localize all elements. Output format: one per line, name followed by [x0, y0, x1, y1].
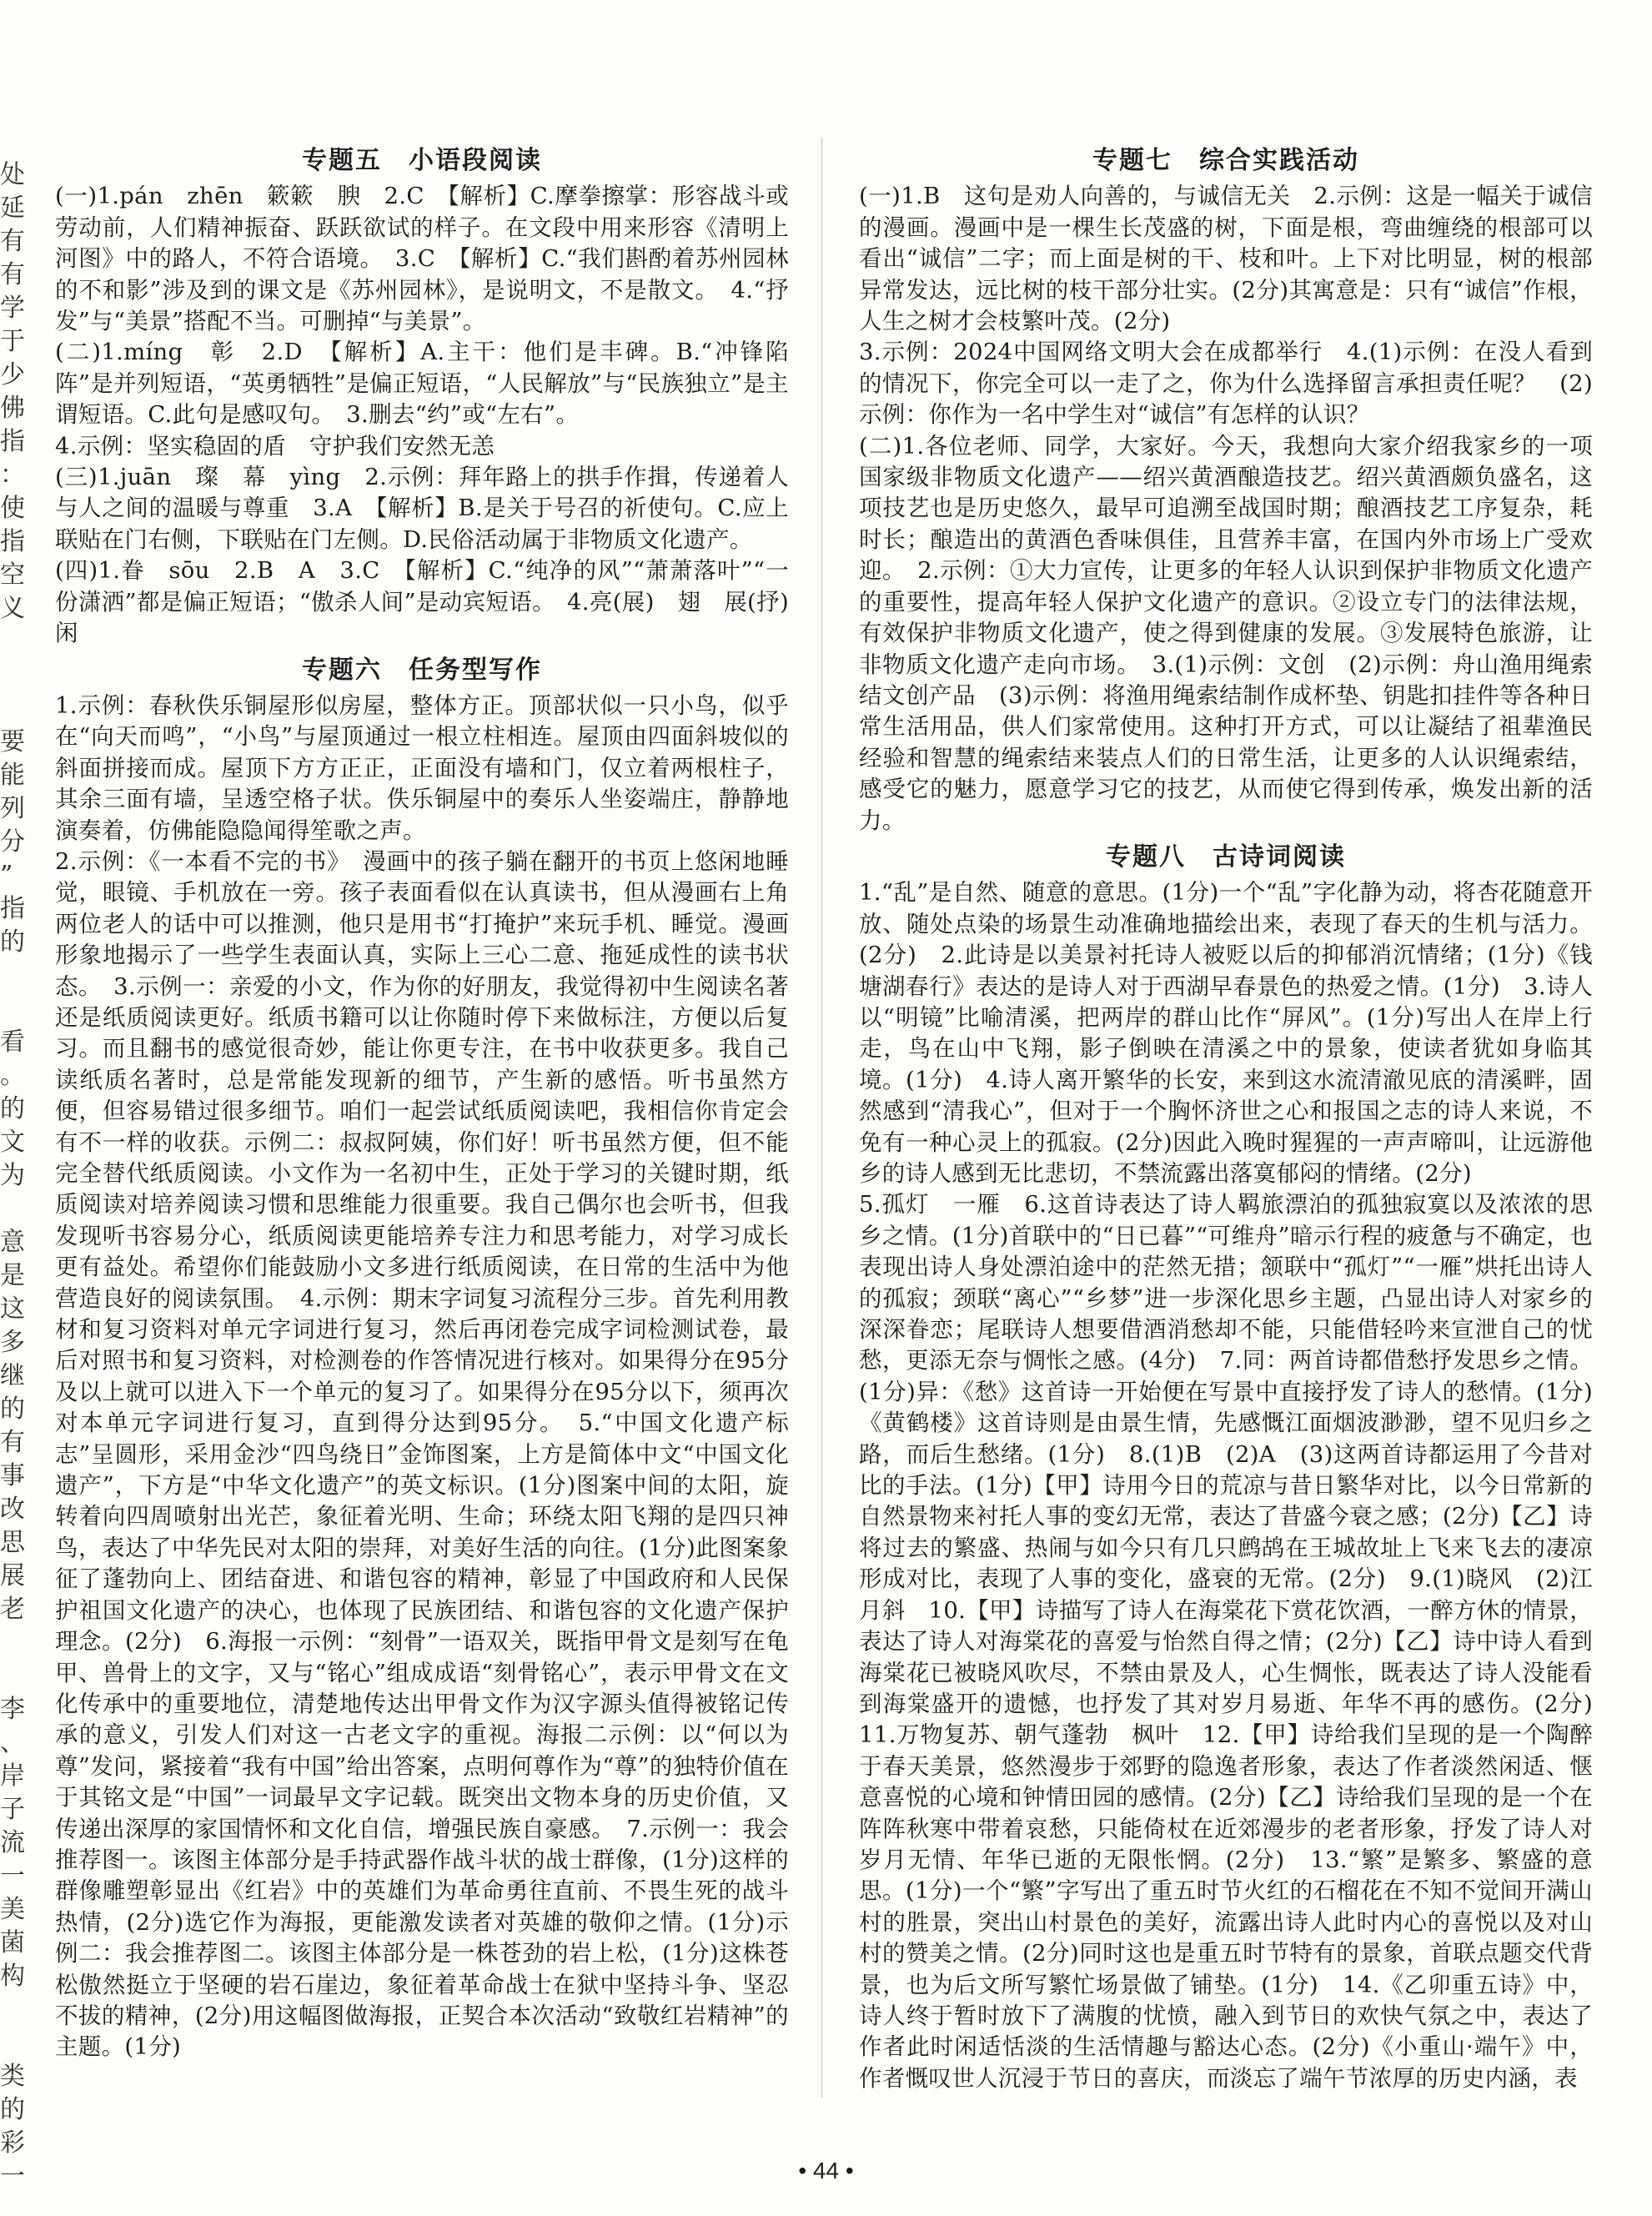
edge-fragment: 一	[0, 2162, 25, 2191]
s5-part-4: (四)1.眷 sōu 2.B A 3.C 【解析】C.“纯净的风”“萧萧落叶”“一份潇洒”都是偏正短语；“傲杀人间”是动宾短语。 4.亮(展) 翅 展(抒)闲	[55, 557, 789, 647]
edge-fragment: 看	[0, 1028, 25, 1057]
edge-fragment: 流	[0, 1828, 25, 1857]
edge-fragment: 有	[0, 227, 25, 256]
s6-items-2-7: 2.示例：《一本看不完的书》 漫画中的孩子躺在翻开的书页上悠闲地睡觉，眼镜、手机放在一旁。孩子表面看似在认真读书，但从漫画右上角两位老人的话中可以推测，他只是用书“打掩护”来玩手机、睡觉。漫画形象地揭示了一些学生表面认真，实际上三心二意、拖延成性的读书状态。 3.示例一：亲爱的小文，作为你的好朋友，我觉得初中生阅读名著还是纸质阅读更好。纸质书籍可以让你随时停下来做标注，方便以后复习。而且翻书的感觉很奇妙，能让你更专注，在书中收获更多。我自己读纸质名著时，总是常能发现新的细节，产生新的感悟。听书虽然方便，但容易错过很多细节。咱们一起尝试纸质阅读吧，我相信你肯定会有不一样的收获。示例二：叔叔阿姨，你们好！听书虽然方便，但不能完全替代纸质阅读。小文作为一名初中生，正处于学习的关键时期，纸质阅读对培养阅读习惯和思维能力很重要。我自己偶尔也会听书，但我发现听书容易分心，纸质阅读更能培养专注力和思考能力，对学习成长更有益处。希望你们能鼓励小文多进行纸质阅读，在日常的生活中为他营造良好的阅读氛围。 4.示例：期末字词复习流程分三步。首先利用教材和复习资料对单元字词进行复习，然后再闭卷完成字词检测试卷，最后对照书和复习资料，对检测卷的作答情况进行核对。如果得分在95分及以上就可以进入下一个单元的复习了。如果得分在95分以下，须再次对本单元字词进行复习，直到得分达到95分。 5.“中国文化遗产标志”呈圆形，采用金沙“四鸟绕日”金饰图案，上方是简体中文“中国文化遗产”，下方是“中华文化遗产”的英文标识。(1分)图案中间的太阳，旋转着向四周喷射出光芒，象征着光明、生命；环绕太阳飞翔的是四只神鸟，表达了中华先民对太阳的崇拜，对美好生活的向往。(1分)此图案象征了蓬勃向上、团结奋进、和谐包容的精神，彰显了中国政府和人民保护祖国文化遗产的决心，也体现了民族团结、和谐包容的文化遗产保护理念。(2分) 6.海报一示例：“刻骨”一语双关，既指甲骨文是刻写在龟甲、兽骨上的文字，又与“铭心”组成成语“刻骨铭心”，表示甲骨文在文化传承中的重要地位，清楚地传达出甲骨文作为汉字源头值得被铭记传承的意义，引发人们对这一古老文字的重视。海报二示例：以“何以为尊”发问，紧接着“我有中国”给出答案，点明何尊作为“尊”的独特价值在于其铭文是“中国”一词最早文字记载。既突出文物本身的历史价值，又传递出深厚的家国情怀和文化自信，增强民族自豪感。 7.示例一：我会推荐图一。该图主体部分是手持武器作战斗状的战士群像，(1分)这样的群像雕塑彰显出《红岩》中的英雄们为革命勇往直前、不畏生死的战斗热情，(2分)选它作为海报，更能激发读者对英雄的敬仰之情。(1分)示例二：我会推荐图二。该图主体部分是一株苍劲的岩上松，(1分)这株苍松傲然挺立于坚硬的岩石崖边，象征着革命战士在狱中坚持斗争、坚忍不拔的精神，(2分)用这幅图做海报，正契合本次活动“致敬红岩精神”的主题。(1分)	[55, 847, 789, 2061]
edge-fragment: 列	[0, 794, 25, 823]
edge-fragment	[0, 692, 33, 726]
left-column	[55, 140, 789, 2063]
edge-fragment: 多	[0, 1328, 25, 1357]
edge-fragment: 延	[0, 193, 25, 223]
edge-fragment: 美	[0, 1895, 25, 1924]
edge-fragment: 少	[0, 360, 25, 389]
s5-part-1: (一)1.pán zhēn 簌簌 腴 2.C 【解析】C.摩拳擦掌：形容战斗或劳动前，人们精神振奋、跃跃欲试的样子。在文段中用来形容《清明上河图》中的路人，不符合语境。 3.C 【解析】C.“我们斟酌着苏州园林的不和影”涉及到的课文是《苏州园林》，是说明文，不是散文。 4.“抒发”与“美景”搭配不当。可删掉“与美景”。	[55, 183, 789, 335]
edge-fragment: 老	[0, 1595, 25, 1624]
s8-items-1-4: 1.“乱”是自然、随意的意思。(1分)一个“乱”字化静为动，将杏花随意开放、随处点染的场景生动准确地描绘出来，表现了春天的生机与活力。(2分) 2.此诗是以美景衬托诗人被贬以后的抑郁消沉情绪；(1分)《钱塘湖春行》表达的是诗人对于西湖早春景色的热爱之情。(1分) 3.诗人以“明镜”比喻清溪，把两岸的群山比作“屏风”。(1分)写出人在岸上行走，鸟在山中飞翔，影子倒映在清溪之中的景象，使读者犹如身临其境。(1分) 4.诗人离开繁华的长安，来到这水流清澈见底的清溪畔，固然感到“清我心”，但对于一个胸怀济世之心和报国之志的诗人来说，不免有一种心灵上的孤寂。(2分)因此入晚时猩猩的一声声啼叫，让远游他乡的诗人感到无比悲切，不禁流露出落寞郁闷的情绪。(2分)	[859, 879, 1593, 1187]
edge-fragment: 指	[0, 894, 25, 923]
edge-fragment: 彩	[0, 2128, 25, 2158]
edge-fragment	[0, 1626, 33, 1660]
column-divider	[821, 138, 822, 2098]
edge-fragment: 空	[0, 560, 25, 590]
edge-fragment	[0, 1660, 33, 1693]
edge-fragment: 指	[0, 427, 25, 456]
edge-fragment: 构	[0, 1962, 25, 1991]
edge-fragment: 的	[0, 1394, 25, 1424]
s7-part-1-items-3-4: 3.示例：2024中国网络文明大会在成都举行 4.(1)示例：在没人看到的情况下，你完全可以一走了之，你为什么选择留言承担责任呢？ (2)示例：你作为一名中学生对“诚信”有怎样的认识？	[859, 339, 1593, 429]
edge-fragment	[0, 2027, 33, 2060]
edge-fragment: 继	[0, 1361, 25, 1390]
edge-fragment: 展	[0, 1561, 25, 1590]
edge-fragment: 学	[0, 294, 25, 323]
s5-part-2-item-4: 4.示例：坚实稳固的盾 守护我们安然无恙	[55, 432, 495, 460]
s6-item-1: 1.示例：春秋佚乐铜屋形似房屋，整体方正。顶部状似一只小鸟，似乎在“向天而鸣”，“小鸟”与屋顶通过一根立柱相连。屋顶由四面斜坡似的斜面拼接而成。屋顶下方方正正，正面没有墙和门，仅立着两根柱子，其余三面有墙，呈透空格子状。佚乐铜屋中的奏乐人坐姿端庄，静静地演奏着，仿佛能隐隐闻得笙歌之声。	[55, 691, 789, 844]
edge-fragment: 有	[0, 1428, 25, 1457]
edge-fragment: 文	[0, 1128, 25, 1157]
edge-fragment: 一	[0, 1862, 25, 1891]
edge-fragment: 佛	[0, 394, 25, 423]
s5-part-2: (二)1.míng 彰 2.D 【解析】A.主干：他们是丰碑。B.“冲锋陷阵”是并列短语，“英勇牺牲”是偏正短语，“人民解放”与“民族独立”是主谓短语。C.此句是感叹句。 3.删去“约”或“左右”。	[55, 339, 789, 429]
right-column	[859, 140, 1616, 2094]
edge-fragment: 子	[0, 1795, 25, 1824]
edge-fragment: 李	[0, 1695, 25, 1724]
section-title-5: 专题五 小语段阅读	[302, 146, 542, 175]
edge-fragment: 岸	[0, 1761, 25, 1791]
edge-fragment: 思	[0, 1528, 25, 1557]
edge-fragment: 于	[0, 327, 25, 356]
edge-fragment: 的	[0, 1094, 25, 1123]
section-title-6: 专题六 任务型写作	[302, 655, 542, 685]
edge-fragment	[0, 626, 33, 659]
edge-fragment	[0, 1993, 33, 2027]
edge-fragment: 是	[0, 1261, 25, 1290]
edge-fragment: 类	[0, 2062, 25, 2091]
edge-fragment: 的	[0, 2095, 25, 2124]
s7-part-2: (二)1.各位老师、同学，大家好。今天，我想向大家介绍我家乡的一项国家级非物质文化遗产——绍兴黄酒酿造技艺。绍兴黄酒颇负盛名，这项技艺也是历史悠久，最早可追溯至战国时期；酿酒技艺工序复杂，耗时长；酿造出的黄酒色香味俱佳，且营养丰富，在国内外市场上广受欢迎。 2.示例：①大力宣传，让更多的年轻人认识到保护非物质文化遗产的重要性，提高年轻人保护文化遗产的意识。②设立专门的法律法规，有效保护非物质文化遗产，使之得到健康的发展。③发展特色旅游，让非物质文化遗产走向市场。 3.(1)示例：文创 (2)示例：舟山渔用绳索结文创产品 (3)示例：将渔用绳索结制作成杯垫、钥匙扣挂件等各种日常生活用品，供人们家常使用。这种打开方式，可以让凝结了祖辈渔民经验和智慧的绳索结来装点人们的日常生活，让更多的人认识绳索结，感受它的魅力，愿意学习它的技艺，从而使它得到传承，焕发出新的活力。	[859, 432, 1593, 834]
s5-part-3: (三)1.juān 璨 幕 yìng 2.示例：拜年路上的拱手作揖，传递着人与人之间的温暖与尊重 3.A 【解析】B.是关于号召的祈使句。C.应上联贴在门右侧，下联贴在门左侧。D.民俗活动属于非物质文化遗产。	[55, 464, 789, 553]
edge-fragment: 、	[0, 1728, 25, 1757]
edge-fragment: 。	[0, 1061, 25, 1090]
edge-fragment: 能	[0, 761, 25, 790]
edge-fragment: 分	[0, 827, 25, 857]
edge-fragment	[0, 1193, 33, 1226]
edge-fragment	[0, 992, 33, 1026]
section-title-8: 专题八 古诗词阅读	[1106, 842, 1346, 872]
edge-fragment: 事	[0, 1461, 25, 1490]
edge-fragment: 要	[0, 727, 25, 756]
page-number: • 44 •	[798, 2158, 854, 2183]
edge-fragment: 的	[0, 927, 25, 957]
section-title-7: 专题七 综合实践活动	[1092, 146, 1359, 175]
edge-fragment: ：	[0, 460, 25, 490]
s8-items-5-14: 5.孤灯 一雁 6.这首诗表达了诗人羁旅漂泊的孤独寂寞以及浓浓的思乡之情。(1分)首联中的“日已暮”“可维舟”暗示行程的疲惫与不确定，也表现出诗人身处漂泊途中的茫然无措；颔联中“孤灯”“一雁”烘托出诗人的孤寂；颈联“离心”“乡梦”进一步深化思乡主题，凸显出诗人对家乡的深深眷恋；尾联诗人想要借酒消愁却不能，只能借轻吟来宣泄自己的忧愁，更添无奈与惆怅之感。(4分) 7.同：两首诗都借愁抒发思乡之情。(1分)异：《愁》这首诗一开始便在写景中直接抒发了诗人的愁情。(1分)《黄鹤楼》这首诗则是由景生情，先感慨江面烟波渺渺，望不见归乡之路，而后生愁绪。(1分) 8.(1)B (2)A (3)这两首诗都运用了今昔对比的手法。(1分)【甲】诗用今日的荒凉与昔日繁华对比，以今日常新的自然景物来衬托人事的变幻无常，表达了昔盛今衰之感；(2分)【乙】诗将过去的繁盛、热闹与如今只有几只鹧鸪在王城故址上飞来飞去的凄凉形成对比，表现了人事的变化，盛衰的无常。(2分) 9.(1)晓风 (2)江月斜 10.【甲】诗描写了诗人在海棠花下赏花饮酒，一醉方休的情景，表达了诗人对海棠花的喜爱与怡然自得之情；(2分)【乙】诗中诗人看到海棠花已被晓风吹尽，不禁由景及人，心生惆怅，既表达了诗人没能看到海棠盛开的遗憾，也抒发了其对岁月易逝、年华不再的感伤。(2分) 11.万物复苏、朝气蓬勃 枫叶 12.【甲】诗给我们呈现的是一个陶醉于春天美景，悠然漫步于郊野的隐逸者形象，表达了作者淡然闲适、惬意喜悦的心境和钟情田园的感情。(2分)【乙】诗给我们呈现的是一个在阵阵秋寒中带着哀愁，只能倚杖在近郊漫步的老者形象，抒发了诗人对岁月无情、年华已逝的无限怅惘。(2分) 13.“繁”是繁多、繁盛的意思。(1分)一个“繁”字写出了重五时节火红的石榴花在不知不觉间开满山村的胜景，突出山村景色的美好，流露出诗人此时内心的喜悦以及对山村的赞美之情。(2分)同时这也是重五时节特有的景象，首联点题交代背景，也为后文所写繁忙场景做了铺垫。(1分) 14.《乙卯重五诗》中，诗人终于暂时放下了满腹的忧愤，融入到节日的欢快气氛之中，表达了作者此时闲适恬淡的生活情趣与豁达心态。(2分)《小重山·端午》中，作者慨叹世人沉浸于节日的喜庆，而淡忘了端午节浓厚的历史内涵，表	[859, 1191, 1616, 2092]
edge-fragment: 改	[0, 1495, 25, 1524]
edge-fragment: 菌	[0, 1928, 25, 1957]
edge-fragment: 这	[0, 1294, 25, 1324]
edge-fragment: 意	[0, 1228, 25, 1257]
edge-fragment: 为	[0, 1161, 25, 1190]
s7-part-1: (一)1.B 这句是劝人向善的，与诚信无关 2.示例：这是一幅关于诚信的漫画。漫画中是一棵生长茂盛的树，下面是根，弯曲缠绕的根部可以看出“诚信”二字；而上面是树的干、枝和叶。上下对比明显，树的根部异常发达，远比树的枝干部分壮实。(2分)其寓意是：只有“诚信”作根，人生之树才会枝繁叶茂。(2分)	[859, 183, 1593, 335]
left-edge-fragments	[0, 158, 33, 2193]
edge-fragment: 处	[0, 160, 25, 189]
edge-fragment	[0, 959, 33, 992]
edge-fragment	[0, 659, 33, 692]
edge-fragment: 有	[0, 260, 25, 289]
edge-fragment: 使	[0, 494, 25, 523]
edge-fragment: ”	[0, 861, 13, 890]
edge-fragment: 指	[0, 527, 25, 556]
edge-fragment: 义	[0, 594, 25, 623]
